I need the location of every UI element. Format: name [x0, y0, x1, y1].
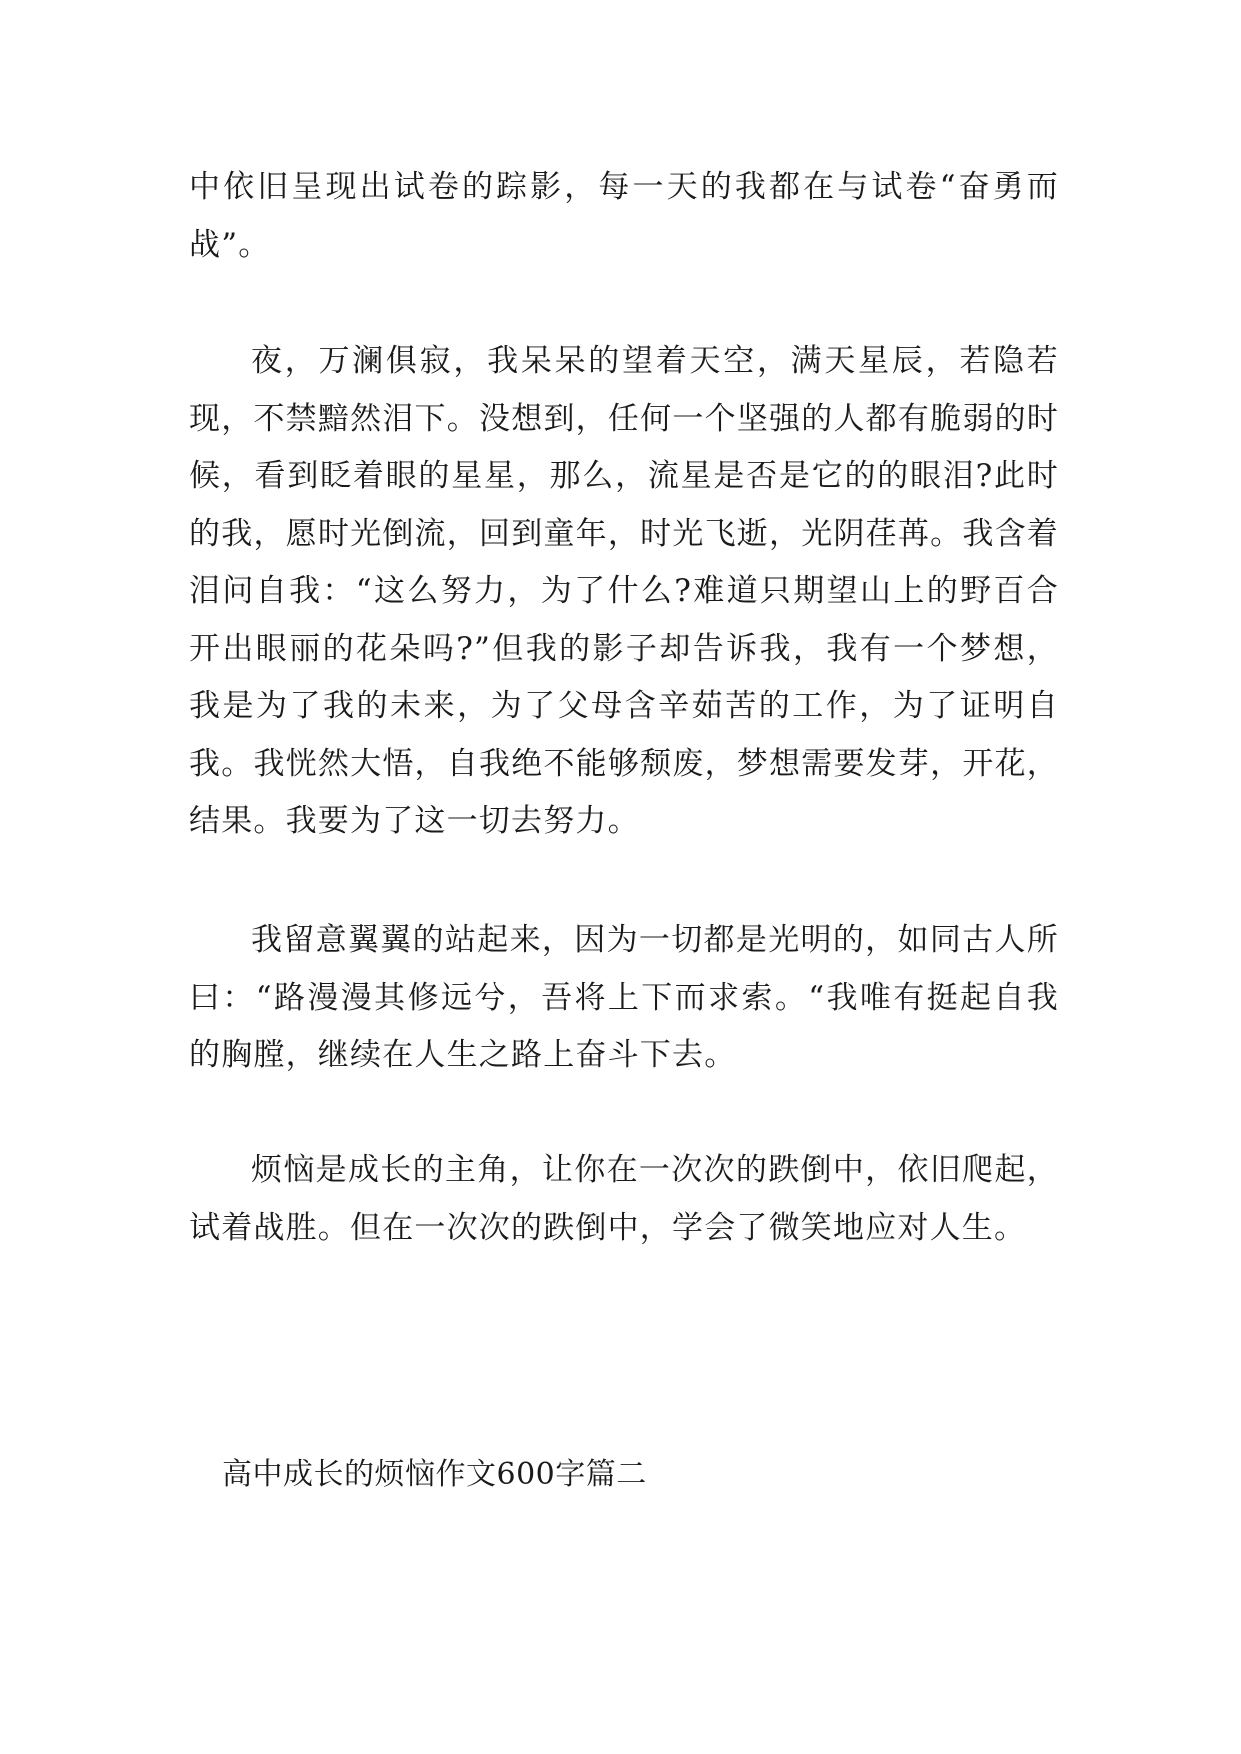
- paragraph-conclusion: 烦恼是成长的主角，让你在一次次的跌倒中，依旧爬起，试着战胜。但在一次次的跌倒中，学会了微笑地应对人生。: [189, 1152, 1059, 1246]
- section-heading: 高中成长的烦恼作文600字篇二: [222, 1457, 647, 1492]
- paragraph-night-reflection: 夜，万澜俱寂，我呆呆的望着天空，满天星辰，若隐若现，不禁黯然泪下。没想到，任何一个坚强的人都有脆弱的时候，看到眨着眼的星星，那么，流星是否是它的的眼泪?此时的我，愿时光倒流，回到童年，时光飞逝，光阴荏苒。我含着泪问自我：“这么努力，为了什么?难道只期望山上的野百合开出眼丽的花朵吗?”但我的影子却告诉我，我有一个梦想，我是为了我的未来，为了父母含辛茹苦的工作，为了证明自我。我恍然大悟，自我绝不能够颓废，梦想需要发芽，开花，结果。我要为了这一切去努力。: [189, 343, 1059, 839]
- paragraph-continuation: 中依旧呈现出试卷的踪影，每一天的我都在与试卷“奋勇而战”。: [189, 169, 1059, 263]
- paragraph-standing-up: 我留意翼翼的站起来，因为一切都是光明的，如同古人所曰：“路漫漫其修远兮，吾将上下而求索。“我唯有挺起自我的胸膛，继续在人生之路上奋斗下去。: [189, 922, 1059, 1073]
